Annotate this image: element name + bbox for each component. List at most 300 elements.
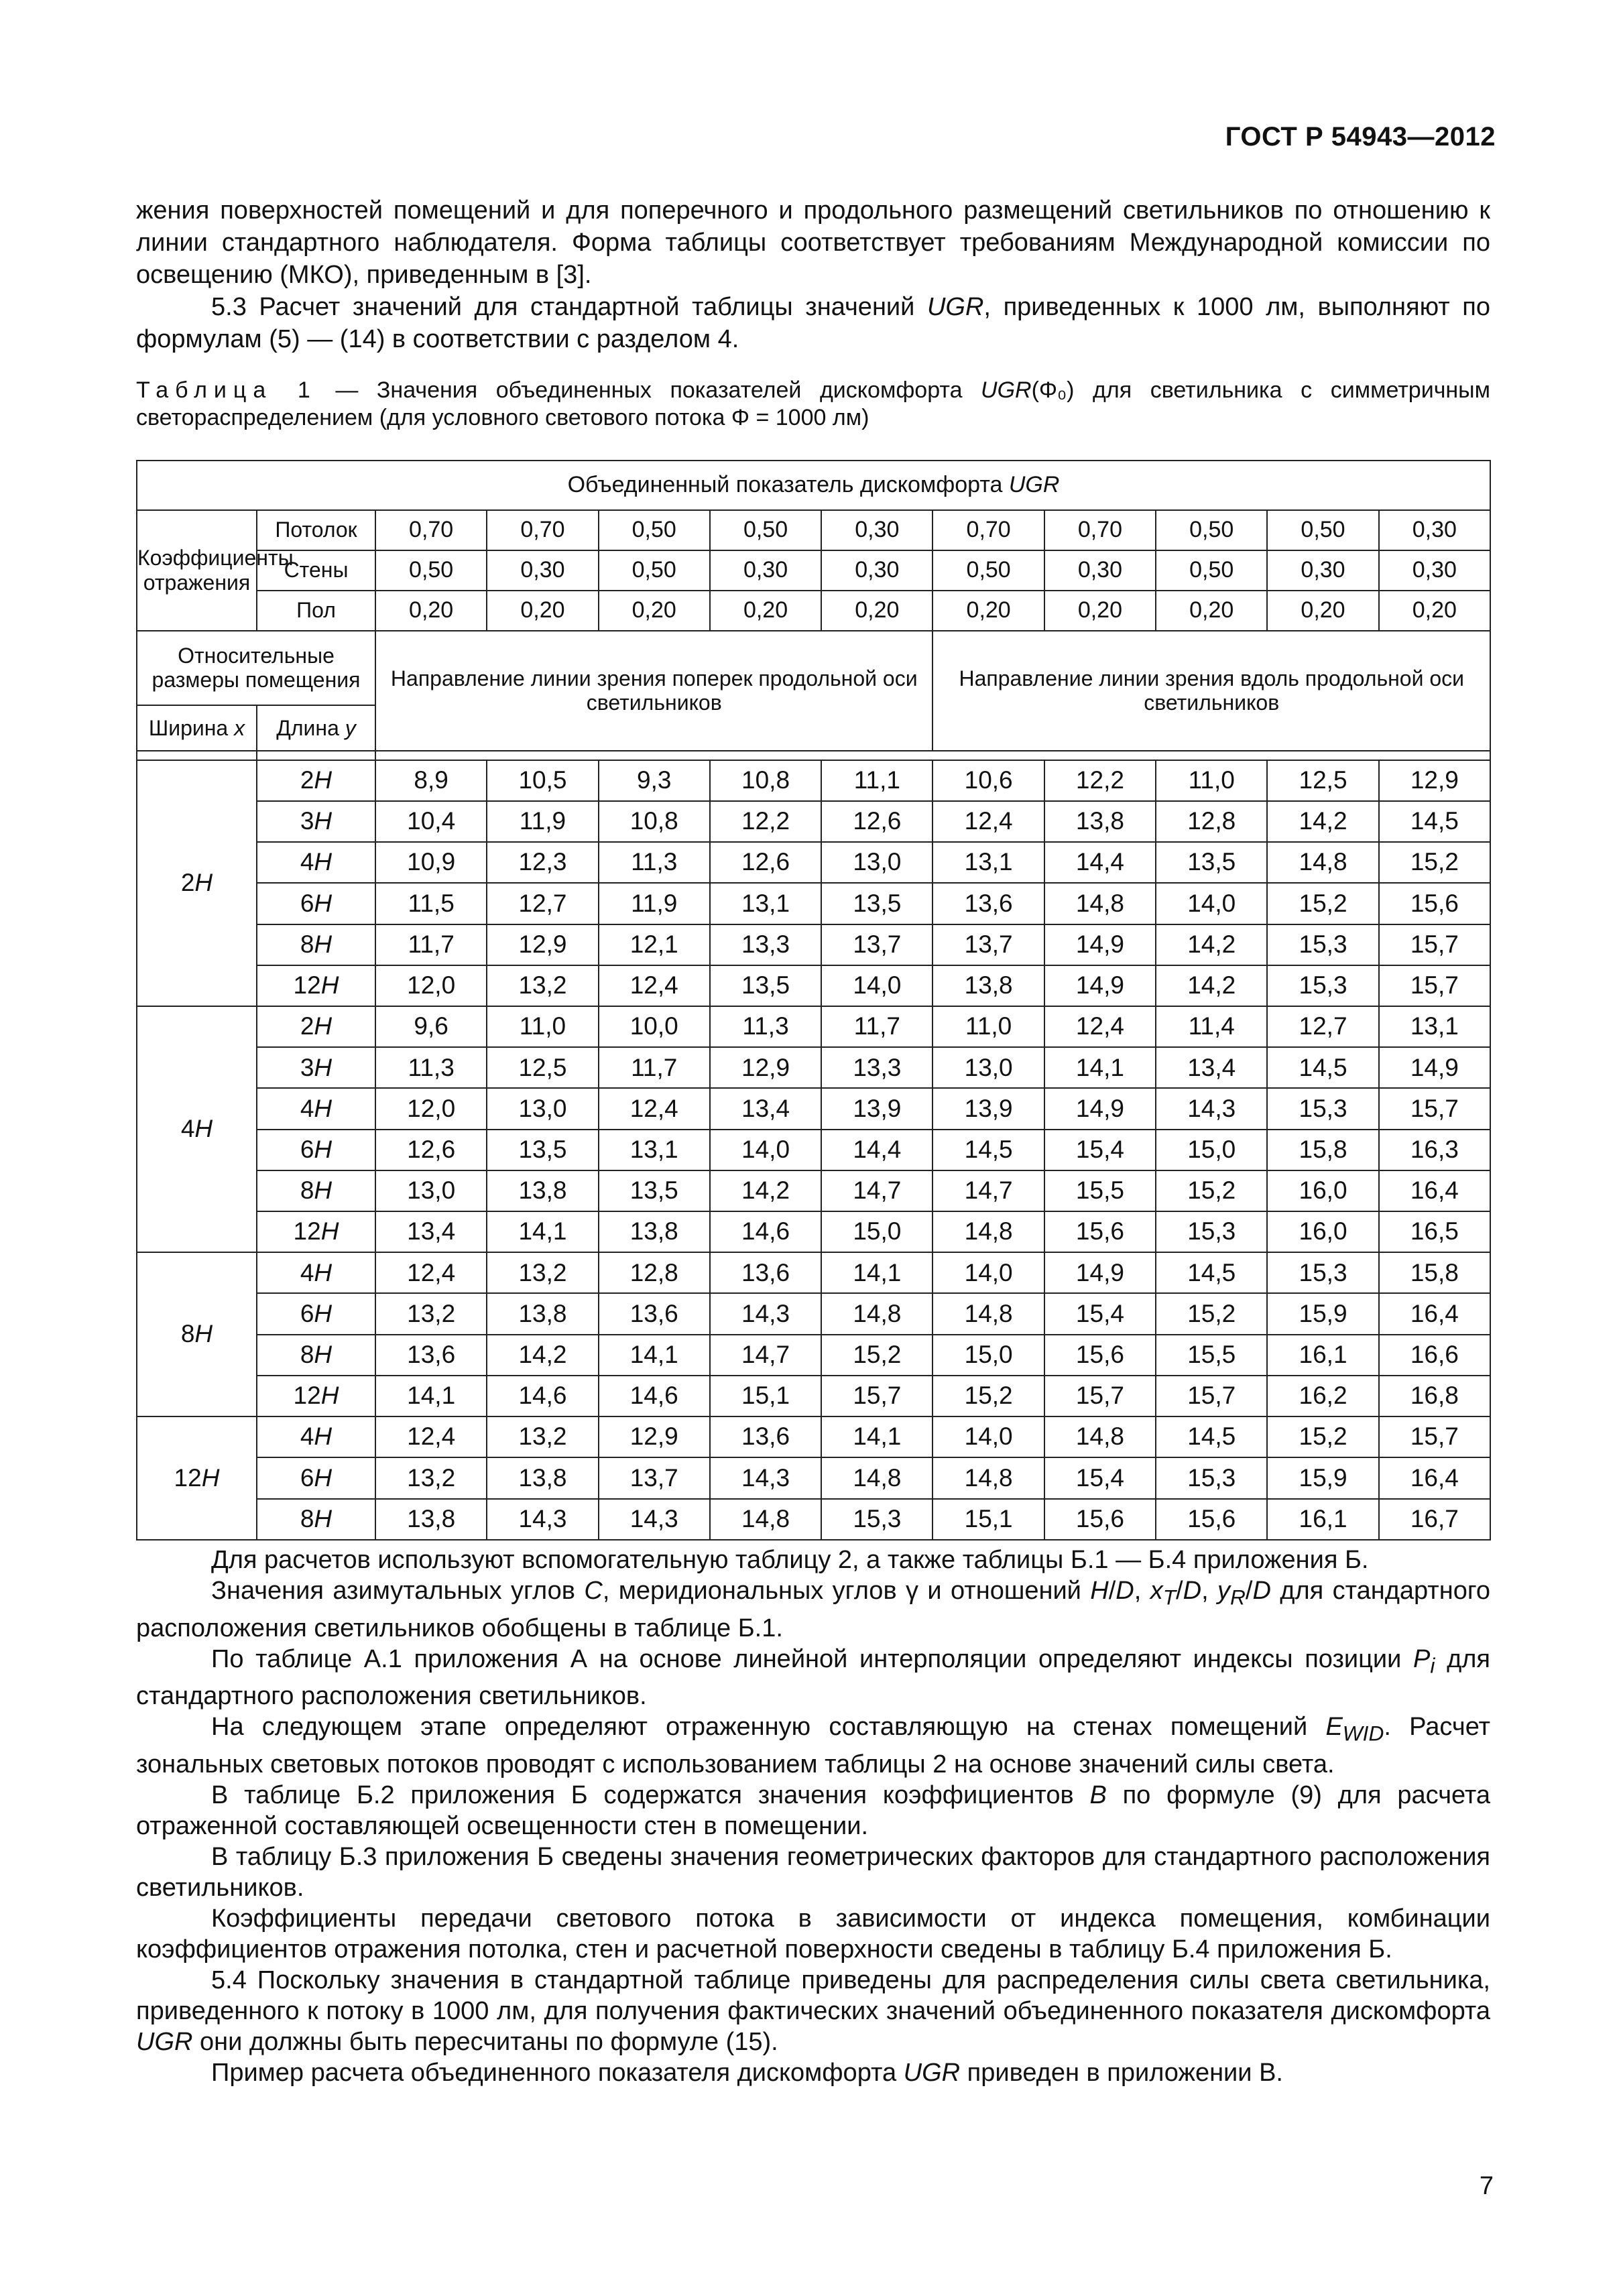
ugr-value: 15,6 [1044, 1211, 1156, 1252]
ugr-value: 14,1 [487, 1211, 598, 1252]
ugr-value: 12,4 [599, 965, 710, 1006]
ugr-value: 11,7 [375, 924, 487, 965]
ugr-value: 15,6 [1044, 1335, 1156, 1376]
ugr-value: 12,6 [821, 801, 933, 842]
table-row [137, 842, 1490, 883]
ugr-value: 15,9 [1267, 1293, 1378, 1334]
ugr-value: 15,7 [1156, 1376, 1267, 1416]
reflectance-value: 0,20 [1044, 591, 1156, 631]
ugr-value: 12,7 [487, 883, 598, 924]
length-header: Длина y [257, 705, 375, 751]
ugr-value: 15,7 [821, 1376, 933, 1416]
ugr-value: 13,3 [710, 924, 821, 965]
ugr-value: 12,0 [375, 1088, 487, 1129]
ugr-value: 14,8 [710, 1499, 821, 1540]
ugr-value: 12,7 [1267, 1006, 1378, 1047]
after-table-text [136, 1545, 1490, 2088]
spacer-cell [375, 751, 1490, 760]
ugr-value: 15,6 [1044, 1499, 1156, 1540]
table-row [137, 883, 1490, 924]
ugr-value: 12,4 [375, 1252, 487, 1293]
room-dimensions-label: Относительные размеры помещения [137, 631, 375, 705]
ugr-value: 12,6 [710, 842, 821, 883]
table-caption-label: Таблица 1 [136, 377, 317, 403]
room-length: 3H [257, 801, 375, 842]
ugr-value: 15,2 [1156, 1293, 1267, 1334]
body-paragraph: В таблицу Б.3 приложения Б сведены значения геометрических факторов для стандартного расположения светильников. [136, 1842, 1490, 1902]
ugr-value: 12,4 [599, 1088, 710, 1129]
ugr-value: 14,1 [1044, 1047, 1156, 1088]
room-length: 6H [257, 1457, 375, 1498]
reflectance-value: 0,50 [599, 510, 710, 550]
ugr-value: 13,9 [821, 1088, 933, 1129]
reflectance-value: 0,50 [710, 510, 821, 550]
ugr-value: 16,0 [1267, 1211, 1378, 1252]
table-row [137, 1416, 1490, 1457]
ugr-value: 10,4 [375, 801, 487, 842]
room-length: 2H [257, 1006, 375, 1047]
ugr-value: 15,3 [821, 1499, 933, 1540]
room-width: 8H [137, 1252, 257, 1416]
room-length: 8H [257, 1335, 375, 1376]
ugr-value: 14,5 [1156, 1416, 1267, 1457]
reflectance-value: 0,20 [487, 591, 598, 631]
ugr-value: 14,1 [821, 1416, 933, 1457]
body-paragraph: Значения азимутальных углов C, меридиональных углов γ и отношений H/D, $x_T/D$, $y_R/D$ для стандартного расположения светильников обобщены в таблице Б.1. [136, 1577, 1490, 1642]
reflectance-value: 0,30 [487, 550, 598, 591]
reflectance-value: 0,30 [710, 550, 821, 591]
ugr-value: 14,9 [1044, 1088, 1156, 1129]
ugr-value: 9,3 [599, 760, 710, 801]
ugr-value: 12,8 [599, 1252, 710, 1293]
reflectance-value: 0,50 [1267, 510, 1378, 550]
ugr-value: 13,1 [710, 883, 821, 924]
ugr-value: 10,9 [375, 842, 487, 883]
ugr-value: 16,0 [1267, 1170, 1378, 1211]
ugr-value: 12,6 [375, 1130, 487, 1170]
document-code: ГОСТ Р 54943—2012 [1225, 122, 1496, 152]
ugr-value: 13,6 [710, 1416, 821, 1457]
ugr-value: 15,3 [1156, 1457, 1267, 1498]
ugr-value: 13,5 [487, 1130, 598, 1170]
table-row [137, 1293, 1490, 1334]
ugr-value: 12,3 [487, 842, 598, 883]
ugr-value: 15,7 [1379, 924, 1490, 965]
ugr-value: 15,7 [1379, 1416, 1490, 1457]
table-row [137, 1376, 1490, 1416]
ugr-value: 15,0 [933, 1335, 1044, 1376]
ugr-value: 13,2 [375, 1457, 487, 1498]
ugr-value: 13,5 [599, 1170, 710, 1211]
ugr-value: 15,2 [1267, 883, 1378, 924]
ugr-value: 13,3 [821, 1047, 933, 1088]
ugr-value: 13,8 [487, 1293, 598, 1334]
ugr-value: 14,0 [821, 965, 933, 1006]
ugr-value: 15,3 [1267, 1088, 1378, 1129]
ugr-value: 14,9 [1044, 1252, 1156, 1293]
ugr-value: 14,8 [821, 1457, 933, 1498]
ugr-value: 9,6 [375, 1006, 487, 1047]
ugr-value: 13,1 [599, 1130, 710, 1170]
ugr-value: 12,9 [487, 924, 598, 965]
ugr-value: 14,8 [1044, 1416, 1156, 1457]
reflectance-value: 0,30 [1044, 550, 1156, 591]
ugr-value: 15,4 [1044, 1457, 1156, 1498]
room-length: 8H [257, 1499, 375, 1540]
table-row [137, 1457, 1490, 1498]
table-caption: Таблица 1 — Значения объединенных показателей дискомфорта UGR(Φ₀) для светильника с симметричным светораспределением (для условного светового потока Φ = 1000 лм) [136, 377, 1490, 430]
ugr-value: 15,7 [1379, 965, 1490, 1006]
direction-along-header: Направление линии зрения вдоль продольной оси светильников [933, 631, 1490, 751]
room-width: 2H [137, 760, 257, 1006]
room-length: 2H [257, 760, 375, 801]
ugr-value: 16,3 [1379, 1130, 1490, 1170]
room-length: 6H [257, 1130, 375, 1170]
surface-label: Потолок [257, 510, 375, 550]
ugr-value: 12,9 [710, 1047, 821, 1088]
ugr-value: 16,8 [1379, 1376, 1490, 1416]
ugr-value: 13,5 [710, 965, 821, 1006]
width-header: Ширина x [137, 705, 257, 751]
ugr-value: 13,9 [933, 1088, 1044, 1129]
ugr-value: 14,8 [933, 1293, 1044, 1334]
ugr-value: 10,5 [487, 760, 598, 801]
ugr-value: 14,5 [1267, 1047, 1378, 1088]
surface-label: Стены [257, 550, 375, 591]
ugr-value: 14,0 [933, 1416, 1044, 1457]
ugr-value: 15,5 [1044, 1170, 1156, 1211]
ugr-value: 14,0 [710, 1130, 821, 1170]
ugr-value: 14,3 [1156, 1088, 1267, 1129]
ugr-value: 15,8 [1379, 1252, 1490, 1293]
table-row [137, 1252, 1490, 1293]
ugr-value: 14,5 [1156, 1252, 1267, 1293]
ugr-value: 16,1 [1267, 1499, 1378, 1540]
ugr-table-body [137, 461, 1490, 1540]
ugr-value: 11,3 [599, 842, 710, 883]
ugr-value: 15,3 [1267, 924, 1378, 965]
ugr-value: 14,3 [599, 1499, 710, 1540]
ugr-value: 14,9 [1379, 1047, 1490, 1088]
ugr-value: 16,4 [1379, 1457, 1490, 1498]
ugr-value: 15,0 [1156, 1130, 1267, 1170]
ugr-value: 15,2 [1267, 1416, 1378, 1457]
dimensions-row [137, 631, 1490, 705]
ugr-value: 14,2 [1156, 965, 1267, 1006]
ugr-value: 13,5 [821, 883, 933, 924]
table-spacer-row [137, 751, 1490, 760]
ugr-value: 11,0 [933, 1006, 1044, 1047]
ugr-value: 14,6 [710, 1211, 821, 1252]
ugr-value: 14,5 [933, 1130, 1044, 1170]
reflectance-value: 0,30 [1379, 510, 1490, 550]
room-length: 6H [257, 1293, 375, 1334]
ugr-value: 14,9 [1044, 924, 1156, 965]
ugr-value: 14,0 [933, 1252, 1044, 1293]
body-paragraph: 5.4 Поскольку значения в стандартной таблице приведены для распределения силы света светильника, приведенного к потоку в 1000 лм, для получения фактических значений объединенного показателя дискомфорта UGR они должны быть пересчитаны по формуле (15). [136, 1966, 1490, 2056]
reflectance-row [137, 550, 1490, 591]
reflectance-value: 0,30 [821, 550, 933, 591]
page-number: 7 [1479, 2172, 1494, 2200]
ugr-value: 15,1 [710, 1376, 821, 1416]
ugr-value: 14,7 [821, 1170, 933, 1211]
ugr-value: 13,1 [933, 842, 1044, 883]
reflectance-value: 0,70 [375, 510, 487, 550]
reflectance-value: 0,20 [599, 591, 710, 631]
spacer-cell [137, 751, 257, 760]
reflectance-value: 0,70 [1044, 510, 1156, 550]
table-row [137, 801, 1490, 842]
table-row [137, 1170, 1490, 1211]
ugr-table [136, 460, 1491, 1540]
room-length: 12H [257, 1211, 375, 1252]
ugr-value: 12,4 [1044, 1006, 1156, 1047]
ugr-value: 8,9 [375, 760, 487, 801]
ugr-value: 13,8 [933, 965, 1044, 1006]
ugr-value: 13,0 [487, 1088, 598, 1129]
reflectance-value: 0,20 [1267, 591, 1378, 631]
ugr-value: 12,2 [1044, 760, 1156, 801]
ugr-value: 14,2 [1267, 801, 1378, 842]
room-length: 3H [257, 1047, 375, 1088]
ugr-value: 14,8 [933, 1457, 1044, 1498]
table-row [137, 1335, 1490, 1376]
ugr-value: 16,2 [1267, 1376, 1378, 1416]
ugr-value: 14,2 [710, 1170, 821, 1211]
ugr-value: 13,2 [375, 1293, 487, 1334]
reflectance-value: 0,30 [1267, 550, 1378, 591]
ugr-value: 15,6 [1379, 883, 1490, 924]
ugr-value: 14,3 [710, 1457, 821, 1498]
room-length: 8H [257, 924, 375, 965]
ugr-value: 12,4 [933, 801, 1044, 842]
ugr-value: 15,3 [1156, 1211, 1267, 1252]
ugr-value: 14,1 [821, 1252, 933, 1293]
reflectance-value: 0,20 [933, 591, 1044, 631]
reflectance-value: 0,20 [1379, 591, 1490, 631]
ugr-value: 14,7 [710, 1335, 821, 1376]
table-row [137, 1211, 1490, 1252]
ugr-value: 12,0 [375, 965, 487, 1006]
ugr-value: 11,3 [375, 1047, 487, 1088]
ugr-value: 13,4 [375, 1211, 487, 1252]
room-length: 8H [257, 1170, 375, 1211]
room-length: 4H [257, 842, 375, 883]
ugr-value: 13,8 [487, 1457, 598, 1498]
table-row [137, 760, 1490, 801]
ugr-value: 13,8 [375, 1499, 487, 1540]
ugr-value: 16,4 [1379, 1293, 1490, 1334]
ugr-value: 13,8 [487, 1170, 598, 1211]
ugr-value: 13,2 [487, 1252, 598, 1293]
ugr-value: 10,8 [599, 801, 710, 842]
ugr-value: 15,3 [1267, 1252, 1378, 1293]
ugr-value: 15,2 [933, 1376, 1044, 1416]
ugr-value: 13,4 [710, 1088, 821, 1129]
ugr-value: 11,9 [487, 801, 598, 842]
intro-text [136, 194, 1490, 355]
ugr-value: 13,1 [1379, 1006, 1490, 1047]
ugr-value: 15,4 [1044, 1293, 1156, 1334]
ugr-value: 15,0 [821, 1211, 933, 1252]
reflectance-value: 0,20 [821, 591, 933, 631]
room-length: 4H [257, 1252, 375, 1293]
spacer-cell [257, 751, 375, 760]
ugr-value: 13,5 [1156, 842, 1267, 883]
reflectance-value: 0,20 [1156, 591, 1267, 631]
ugr-value: 15,6 [1156, 1499, 1267, 1540]
ugr-value: 10,6 [933, 760, 1044, 801]
surface-label: Пол [257, 591, 375, 631]
ugr-value: 15,2 [1156, 1170, 1267, 1211]
ugr-value: 13,0 [933, 1047, 1044, 1088]
ugr-value: 12,5 [1267, 760, 1378, 801]
reflectance-value: 0,70 [933, 510, 1044, 550]
reflectance-row [137, 591, 1490, 631]
room-length: 6H [257, 883, 375, 924]
ugr-value: 15,9 [1267, 1457, 1378, 1498]
ugr-value: 13,8 [1044, 801, 1156, 842]
table-row [137, 1088, 1490, 1129]
ugr-value: 11,7 [821, 1006, 933, 1047]
reflectance-value: 0,50 [933, 550, 1044, 591]
ugr-value: 11,4 [1156, 1006, 1267, 1047]
ugr-value: 14,4 [821, 1130, 933, 1170]
ugr-value: 15,8 [1267, 1130, 1378, 1170]
ugr-value: 15,4 [1044, 1130, 1156, 1170]
ugr-value: 14,1 [375, 1376, 487, 1416]
table-title-row [137, 461, 1490, 510]
room-width: 12H [137, 1416, 257, 1540]
reflectance-value: 0,70 [487, 510, 598, 550]
ugr-value: 12,2 [710, 801, 821, 842]
reflectance-value: 0,50 [1156, 550, 1267, 591]
reflectance-row [137, 510, 1490, 550]
room-length: 12H [257, 965, 375, 1006]
ugr-value: 11,5 [375, 883, 487, 924]
room-width: 4H [137, 1006, 257, 1252]
ugr-value: 14,6 [487, 1376, 598, 1416]
body-paragraph: Коэффициенты передачи светового потока в зависимости от индекса помещения, комбинации коэффициентов отражения потолка, стен и расчетной поверхности сведены в таблицу Б.4 приложения Б. [136, 1904, 1490, 1963]
ugr-value: 12,4 [375, 1416, 487, 1457]
reflectance-value: 0,30 [821, 510, 933, 550]
body-paragraph: В таблице Б.2 приложения Б содержатся значения коэффициентов B по формуле (9) для расчета отраженной составляющей освещенности стен в помещении. [136, 1780, 1491, 1840]
room-length: 12H [257, 1376, 375, 1416]
direction-across-header: Направление линии зрения поперек продольной оси светильников [375, 631, 933, 751]
ugr-value: 14,4 [1044, 842, 1156, 883]
ugr-value: 14,3 [710, 1293, 821, 1334]
reflectance-value: 0,50 [375, 550, 487, 591]
body-paragraph: На следующем этапе определяют отраженную составляющую на стенах помещений $E_{WID}$. Расчет зональных световых потоков проводят с использованием таблицы 2 на основе значений силы света. [136, 1713, 1490, 1778]
ugr-value: 13,6 [375, 1335, 487, 1376]
ugr-value: 13,7 [599, 1457, 710, 1498]
ugr-value: 14,8 [1044, 883, 1156, 924]
body-paragraph: Для расчетов используют вспомогательную таблицу 2, а также таблицы Б.1 — Б.4 приложения Б. [211, 1546, 1369, 1574]
ugr-value: 12,5 [487, 1047, 598, 1088]
intro-paragraph-2: 5.3 Расчет значений для стандартной таблицы значений UGR, приведенных к 1000 лм, выполняют по формулам (5) — (14) в соответствии с разделом 4. [136, 293, 1490, 353]
ugr-value: 14,3 [487, 1499, 598, 1540]
room-length: 4H [257, 1088, 375, 1129]
intro-paragraph-1: жения поверхностей помещений и для поперечного и продольного размещений светильников по отношению к линии стандартного наблюдателя. Форма таблицы соответствует требованиям Международной комиссии по освещению (МКО), приведенным в [3]. [136, 196, 1490, 289]
ugr-value: 11,3 [710, 1006, 821, 1047]
reflectance-label: Коэффициенты отражения [137, 510, 257, 631]
ugr-value: 16,7 [1379, 1499, 1490, 1540]
ugr-value: 12,1 [599, 924, 710, 965]
ugr-value: 13,0 [375, 1170, 487, 1211]
ugr-value: 15,2 [1379, 842, 1490, 883]
reflectance-value: 0,20 [710, 591, 821, 631]
reflectance-value: 0,50 [599, 550, 710, 591]
ugr-value: 10,8 [710, 760, 821, 801]
ugr-value: 10,0 [599, 1006, 710, 1047]
ugr-value: 16,6 [1379, 1335, 1490, 1376]
ugr-value: 14,6 [599, 1376, 710, 1416]
ugr-value: 13,7 [821, 924, 933, 965]
ugr-value: 11,0 [487, 1006, 598, 1047]
ugr-value: 13,8 [599, 1211, 710, 1252]
ugr-value: 14,7 [933, 1170, 1044, 1211]
ugr-value: 14,9 [1044, 965, 1156, 1006]
ugr-value: 13,6 [933, 883, 1044, 924]
ugr-value: 16,5 [1379, 1211, 1490, 1252]
ugr-value: 12,8 [1156, 801, 1267, 842]
ugr-value: 12,9 [1379, 760, 1490, 801]
reflectance-value: 0,20 [375, 591, 487, 631]
ugr-value: 11,1 [821, 760, 933, 801]
ugr-value: 15,1 [933, 1499, 1044, 1540]
ugr-value: 14,8 [821, 1293, 933, 1334]
table-title: Объединенный показатель дискомфорта UGR [137, 461, 1490, 510]
table-row [137, 1499, 1490, 1540]
ugr-value: 16,4 [1379, 1170, 1490, 1211]
ugr-value: 12,9 [599, 1416, 710, 1457]
body-paragraph: Пример расчета объединенного показателя дискомфорта UGR приведен в приложении В. [211, 2058, 1283, 2087]
ugr-value: 14,0 [1156, 883, 1267, 924]
ugr-value: 14,5 [1379, 801, 1490, 842]
ugr-value: 11,0 [1156, 760, 1267, 801]
ugr-value: 13,2 [487, 1416, 598, 1457]
body-paragraph: По таблице А.1 приложения А на основе линейной интерполяции определяют индексы позиции $P_i$ для стандартного расположения светильников. [136, 1644, 1490, 1711]
table-row [137, 1006, 1490, 1047]
ugr-value: 13,2 [487, 965, 598, 1006]
table-row [137, 924, 1490, 965]
table-row [137, 965, 1490, 1006]
ugr-value: 13,4 [1156, 1047, 1267, 1088]
ugr-value: 13,6 [599, 1293, 710, 1334]
ugr-value: 15,5 [1156, 1335, 1267, 1376]
ugr-value: 11,9 [599, 883, 710, 924]
ugr-value: 13,7 [933, 924, 1044, 965]
ugr-value: 14,8 [933, 1211, 1044, 1252]
table-row [137, 1047, 1490, 1088]
reflectance-value: 0,50 [1156, 510, 1267, 550]
ugr-value: 15,2 [821, 1335, 933, 1376]
ugr-value: 16,1 [1267, 1335, 1378, 1376]
ugr-value: 14,8 [1267, 842, 1378, 883]
reflectance-value: 0,30 [1379, 550, 1490, 591]
ugr-value: 15,7 [1379, 1088, 1490, 1129]
ugr-value: 11,7 [599, 1047, 710, 1088]
ugr-value: 13,6 [710, 1252, 821, 1293]
ugr-value: 14,1 [599, 1335, 710, 1376]
ugr-value: 13,0 [821, 842, 933, 883]
table-row [137, 1130, 1490, 1170]
ugr-value: 14,2 [1156, 924, 1267, 965]
ugr-value: 14,2 [487, 1335, 598, 1376]
room-length: 4H [257, 1416, 375, 1457]
ugr-value: 15,7 [1044, 1376, 1156, 1416]
ugr-value: 15,3 [1267, 965, 1378, 1006]
